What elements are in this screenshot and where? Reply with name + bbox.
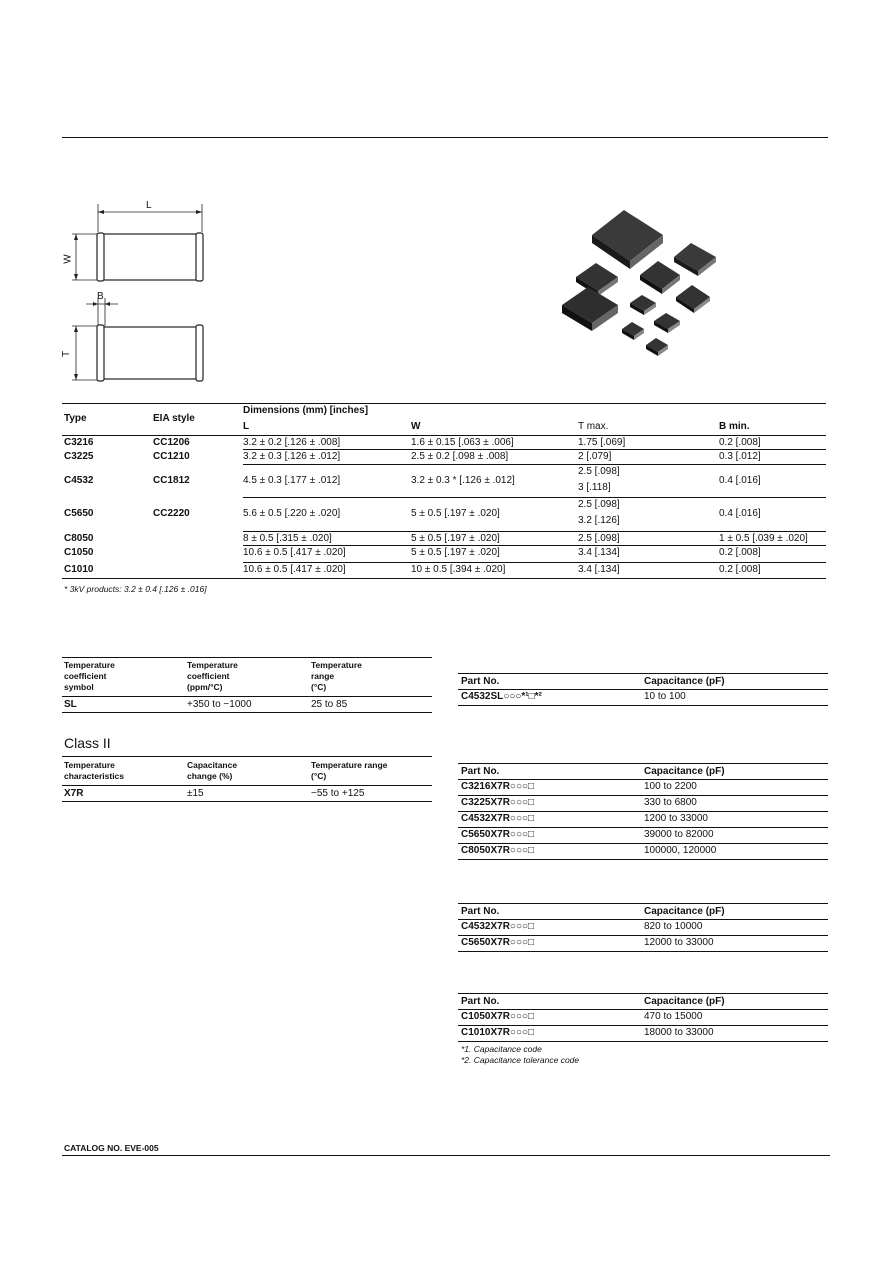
capacitance-range: 18000 to 33000 <box>644 1027 714 1038</box>
dim-cell-L: 4.5 ± 0.3 [.177 ± .012] <box>243 475 341 486</box>
part-table-top-rule <box>458 993 828 994</box>
dim-cell-B: 0.2 [.008] <box>719 547 761 558</box>
class1-header-rule <box>62 696 432 697</box>
class1-header-line: Temperature <box>311 660 362 670</box>
dim-cell-W: 3.2 ± 0.3 * [.126 ± .012] <box>411 475 515 486</box>
part-number: C4532SL○○○*¹□*² <box>461 691 542 702</box>
dim-cell-T: 2.5 [.098] <box>578 466 620 477</box>
dim-table-top-rule <box>62 403 826 404</box>
dim-row-rule <box>243 545 826 546</box>
class2-change: ±15 <box>187 788 204 799</box>
dim-cell-eia: CC2220 <box>153 508 190 519</box>
dim-cell-type: C3216 <box>64 437 94 448</box>
class2-header-line: characteristics <box>64 771 125 781</box>
capacitance-range: 39000 to 82000 <box>644 829 714 840</box>
dim-row-rule <box>243 449 826 450</box>
class1-bottom-rule <box>62 712 432 713</box>
part-no-header: Part No. <box>461 996 500 1007</box>
part-row-rule <box>458 859 828 860</box>
dim-cell-T: 2 [.079] <box>578 451 612 462</box>
dim-cell-type: C1050 <box>64 547 94 558</box>
footnote: *2. Capacitance tolerance code <box>461 1055 580 1065</box>
drawing-label-L: L <box>146 200 152 211</box>
part-number: C3225X7R○○○□ <box>461 797 535 808</box>
dim-cell-eia: CC1210 <box>153 451 190 462</box>
dim-cell-W: 2.5 ± 0.2 [.098 ± .008] <box>411 451 509 462</box>
part-number: C4532X7R○○○□ <box>461 921 535 932</box>
dim-cell-type: C3225 <box>64 451 94 462</box>
part-table-header-rule <box>458 1009 828 1010</box>
capacitance-header: Capacitance (pF) <box>644 676 725 687</box>
part-row-rule <box>458 705 828 706</box>
part-row-rule <box>458 827 828 828</box>
dim-cell-eia: CC1812 <box>153 475 190 486</box>
part-number: C5650X7R○○○□ <box>461 937 535 948</box>
dim-cell-eia: CC1206 <box>153 437 190 448</box>
class1-coefficient: +350 to −1000 <box>187 699 252 710</box>
dim-cell-B: 0.3 [.012] <box>719 451 761 462</box>
dim-header-L: L <box>243 421 250 432</box>
class2-range: −55 to +125 <box>311 788 365 799</box>
class1-range: 25 to 85 <box>311 699 348 710</box>
class2-title: Class II <box>64 735 111 751</box>
dim-cell-L: 3.2 ± 0.3 [.126 ± .012] <box>243 451 341 462</box>
dim-cell-type: C1010 <box>64 564 94 575</box>
part-table-top-rule <box>458 903 828 904</box>
dim-row-rule <box>243 562 826 563</box>
dim-header-T: T max. <box>578 421 609 432</box>
part-row-rule <box>458 843 828 844</box>
dim-cell-type: C4532 <box>64 475 94 486</box>
class1-header-line: coefficient <box>64 671 107 681</box>
dim-cell-B: 0.2 [.008] <box>719 437 761 448</box>
dim-cell-W: 1.6 ± 0.15 [.063 ± .006] <box>411 437 514 448</box>
capacitance-range: 820 to 10000 <box>644 921 703 932</box>
part-no-header: Part No. <box>461 676 500 687</box>
part-number: C1050X7R○○○□ <box>461 1011 535 1022</box>
class2-header-line: Temperature <box>64 760 115 770</box>
footer-rule <box>62 1155 830 1156</box>
dim-cell-T: 3.2 [.126] <box>578 515 620 526</box>
dim-row-rule <box>243 497 826 498</box>
capacitance-header: Capacitance (pF) <box>644 996 725 1007</box>
dim-header-rule <box>62 435 826 436</box>
part-number: C3216X7R○○○□ <box>461 781 535 792</box>
class1-header-line: coefficient <box>187 671 230 681</box>
part-row-rule <box>458 935 828 936</box>
part-no-header: Part No. <box>461 906 500 917</box>
capacitance-range: 330 to 6800 <box>644 797 697 808</box>
class2-header-line: Capacitance <box>187 760 238 770</box>
class1-header-line: (ppm/°C) <box>187 682 223 692</box>
capacitance-range: 100 to 2200 <box>644 781 697 792</box>
class2-header-line: Temperature range <box>311 760 388 770</box>
capacitance-range: 100000, 120000 <box>644 845 717 856</box>
dim-cell-B: 1 ± 0.5 [.039 ± .020] <box>719 533 808 544</box>
chip-dimension-drawing <box>58 198 218 388</box>
dim-cell-B: 0.4 [.016] <box>719 508 761 519</box>
class1-top-rule <box>62 657 432 658</box>
dim-cell-B: 0.4 [.016] <box>719 475 761 486</box>
part-number: C4532X7R○○○□ <box>461 813 535 824</box>
part-table-header-rule <box>458 919 828 920</box>
part-number: C8050X7R○○○□ <box>461 845 535 856</box>
part-table-top-rule <box>458 763 828 764</box>
dim-cell-L: 8 ± 0.5 [.315 ± .020] <box>243 533 332 544</box>
dim-header-type: Type <box>64 413 87 424</box>
drawing-label-W: W <box>62 254 74 264</box>
part-number: C1010X7R○○○□ <box>461 1027 535 1038</box>
dim-cell-W: 5 ± 0.5 [.197 ± .020] <box>411 547 500 558</box>
part-table-header-rule <box>458 689 828 690</box>
capacitance-header: Capacitance (pF) <box>644 766 725 777</box>
dim-cell-B: 0.2 [.008] <box>719 564 761 575</box>
dim-row-rule <box>243 464 826 465</box>
capacitance-range: 12000 to 33000 <box>644 937 714 948</box>
capacitance-header: Capacitance (pF) <box>644 906 725 917</box>
class2-header-line: change (%) <box>187 771 233 781</box>
catalog-number: CATALOG NO. EVE-005 <box>64 1143 159 1153</box>
part-row-rule <box>458 811 828 812</box>
class1-header-line: symbol <box>64 682 94 692</box>
class1-header-line: (°C) <box>311 682 327 692</box>
dim-cell-T: 3.4 [.134] <box>578 564 620 575</box>
footnote: *1. Capacitance code <box>461 1044 542 1054</box>
class1-header-line: range <box>311 671 335 681</box>
part-row-rule <box>458 795 828 796</box>
dim-cell-T: 1.75 [.069] <box>578 437 626 448</box>
dim-cell-L: 3.2 ± 0.2 [.126 ± .008] <box>243 437 341 448</box>
part-no-header: Part No. <box>461 766 500 777</box>
class2-bottom-rule <box>62 801 432 802</box>
dim-cell-L: 10.6 ± 0.5 [.417 ± .020] <box>243 547 346 558</box>
dim-cell-L: 5.6 ± 0.5 [.220 ± .020] <box>243 508 341 519</box>
part-row-rule <box>458 951 828 952</box>
dim-footnote: * 3kV products: 3.2 ± 0.4 [.126 ± .016] <box>64 584 207 594</box>
dim-cell-T: 3.4 [.134] <box>578 547 620 558</box>
dim-header-dimensions: Dimensions (mm) [inches] <box>243 405 369 416</box>
drawing-label-B: B <box>97 291 104 302</box>
class2-top-rule <box>62 756 432 757</box>
class2-header-line: (°C) <box>311 771 327 781</box>
class2-header-rule <box>62 785 432 786</box>
dim-header-W: W <box>411 421 421 432</box>
dim-cell-W: 5 ± 0.5 [.197 ± .020] <box>411 533 500 544</box>
dim-bottom-rule <box>62 578 826 579</box>
capacitance-range: 10 to 100 <box>644 691 686 702</box>
dim-cell-T: 2.5 [.098] <box>578 499 620 510</box>
part-table-top-rule <box>458 673 828 674</box>
dim-cell-type: C8050 <box>64 533 94 544</box>
dim-cell-T: 2.5 [.098] <box>578 533 620 544</box>
chip-capacitors-photo <box>558 205 728 365</box>
class1-symbol: SL <box>64 699 77 710</box>
capacitance-range: 1200 to 33000 <box>644 813 708 824</box>
dim-header-eia: EIA style <box>153 413 195 424</box>
top-rule <box>62 137 828 138</box>
part-row-rule <box>458 1025 828 1026</box>
class2-char: X7R <box>64 788 84 799</box>
class1-header-line: Temperature <box>64 660 115 670</box>
capacitance-range: 470 to 15000 <box>644 1011 703 1022</box>
drawing-label-T: T <box>61 350 73 358</box>
dim-cell-W: 5 ± 0.5 [.197 ± .020] <box>411 508 500 519</box>
part-table-header-rule <box>458 779 828 780</box>
dim-row-rule <box>243 531 826 532</box>
dim-header-B: B min. <box>719 421 750 432</box>
dim-cell-L: 10.6 ± 0.5 [.417 ± .020] <box>243 564 346 575</box>
dim-cell-type: C5650 <box>64 508 94 519</box>
dim-cell-T: 3 [.118] <box>578 482 611 493</box>
class1-header-line: Temperature <box>187 660 238 670</box>
part-number: C5650X7R○○○□ <box>461 829 535 840</box>
part-row-rule <box>458 1041 828 1042</box>
dim-cell-W: 10 ± 0.5 [.394 ± .020] <box>411 564 506 575</box>
